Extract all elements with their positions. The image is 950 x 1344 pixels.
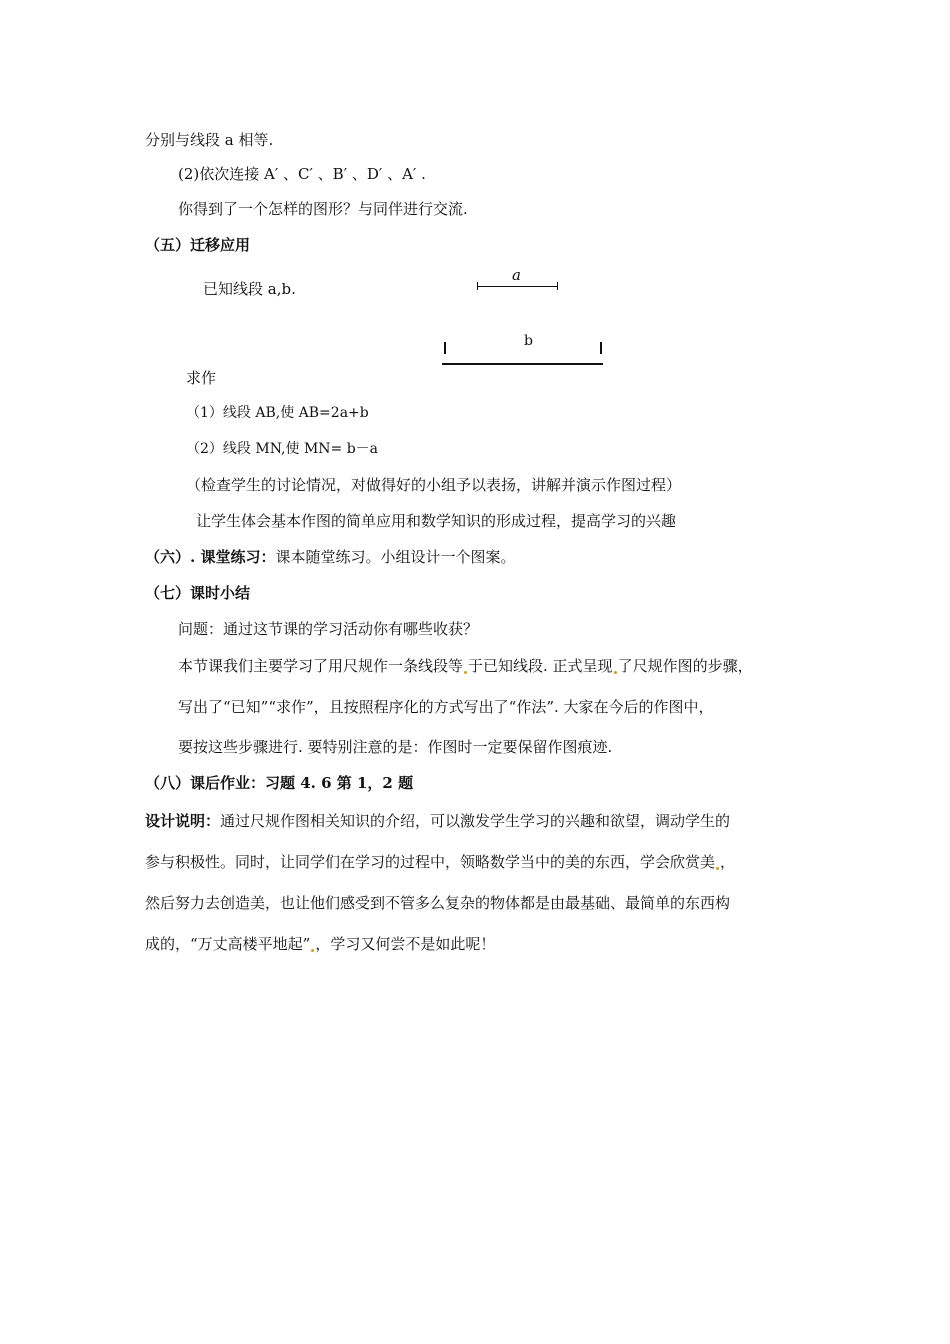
segment-b [442, 333, 606, 367]
check-note: （检查学生的讨论情况，对做得好的小组予以表扬，讲解并演示作图过程） [186, 476, 682, 494]
mark-dot [464, 671, 467, 674]
segment-a [476, 266, 560, 292]
text-line-3: 你得到了一个怎样的图形？与同伴进行交流. [178, 200, 468, 218]
summary-line-3: 要按这些步骤进行. 要特别注意的是：作图时一定要保留作图痕迹. [178, 738, 613, 756]
mark-dot [311, 949, 314, 952]
experience-note: 让学生体会基本作图的简单应用和数学知识的形成过程，提高学习的兴趣 [196, 512, 677, 530]
design-line-3: 然后努力去创造美，也让他们感受到不管多么复杂的物体都是由最基础、最简单的东西构 [145, 894, 731, 912]
section-heading-8: （八）课后作业：习题 4. 6 第 1，2 题 [145, 774, 414, 792]
section-6-text: 课本随堂练习。小组设计一个图案。 [275, 548, 516, 566]
segment-b-label: b [524, 333, 533, 349]
segment-a-label: a [512, 266, 521, 284]
text-line-2: (2)依次连接 A′ 、C′ 、B′ 、D′ 、A′ . [178, 165, 426, 183]
task-2: （2）线段 MN,使 MN= b－a [186, 441, 379, 457]
summary-line-2: 写出了“已知”“求作”，且按照程序化的方式写出了“作法”. 大家在今后的作图中， [178, 698, 714, 716]
given-text: 已知线段 a,b. [203, 280, 296, 298]
task-1: （1）线段 AB,使 AB=2a+b [186, 405, 369, 421]
question-text: 问题：通过这节课的学习活动你有哪些收获？ [178, 620, 479, 638]
design-line-1: 设计说明：通过尺规作图相关知识的介绍，可以激发学生学习的兴趣和欲望，调动学生的 [145, 812, 731, 830]
section-heading-6: （六）. 课堂练习： [145, 548, 276, 566]
design-line-2: 参与积极性。同时，让同学们在学习的过程中，领略数学当中的美的东西，学会欣赏美 ， [145, 853, 736, 871]
design-line-4: 成的，“万丈高楼平地起” ，学习又何尝不是如此呢！ [145, 935, 496, 953]
section-heading-7: （七）课时小结 [145, 584, 251, 602]
mark-dot [716, 867, 719, 870]
section-6 [145, 547, 515, 567]
qiuzuo-text: 求作 [186, 369, 217, 387]
summary-line-1: 本节课我们主要学习了用尺规作一条线段等 于已知线段. 正式呈现 了尺规作图的步骤， [178, 657, 753, 675]
section-heading-5: （五）迁移应用 [145, 236, 251, 254]
design-title: 设计说明： [145, 812, 221, 830]
text-line-1: 分别与线段 a 相等. [145, 131, 274, 149]
mark-dot [614, 671, 617, 674]
